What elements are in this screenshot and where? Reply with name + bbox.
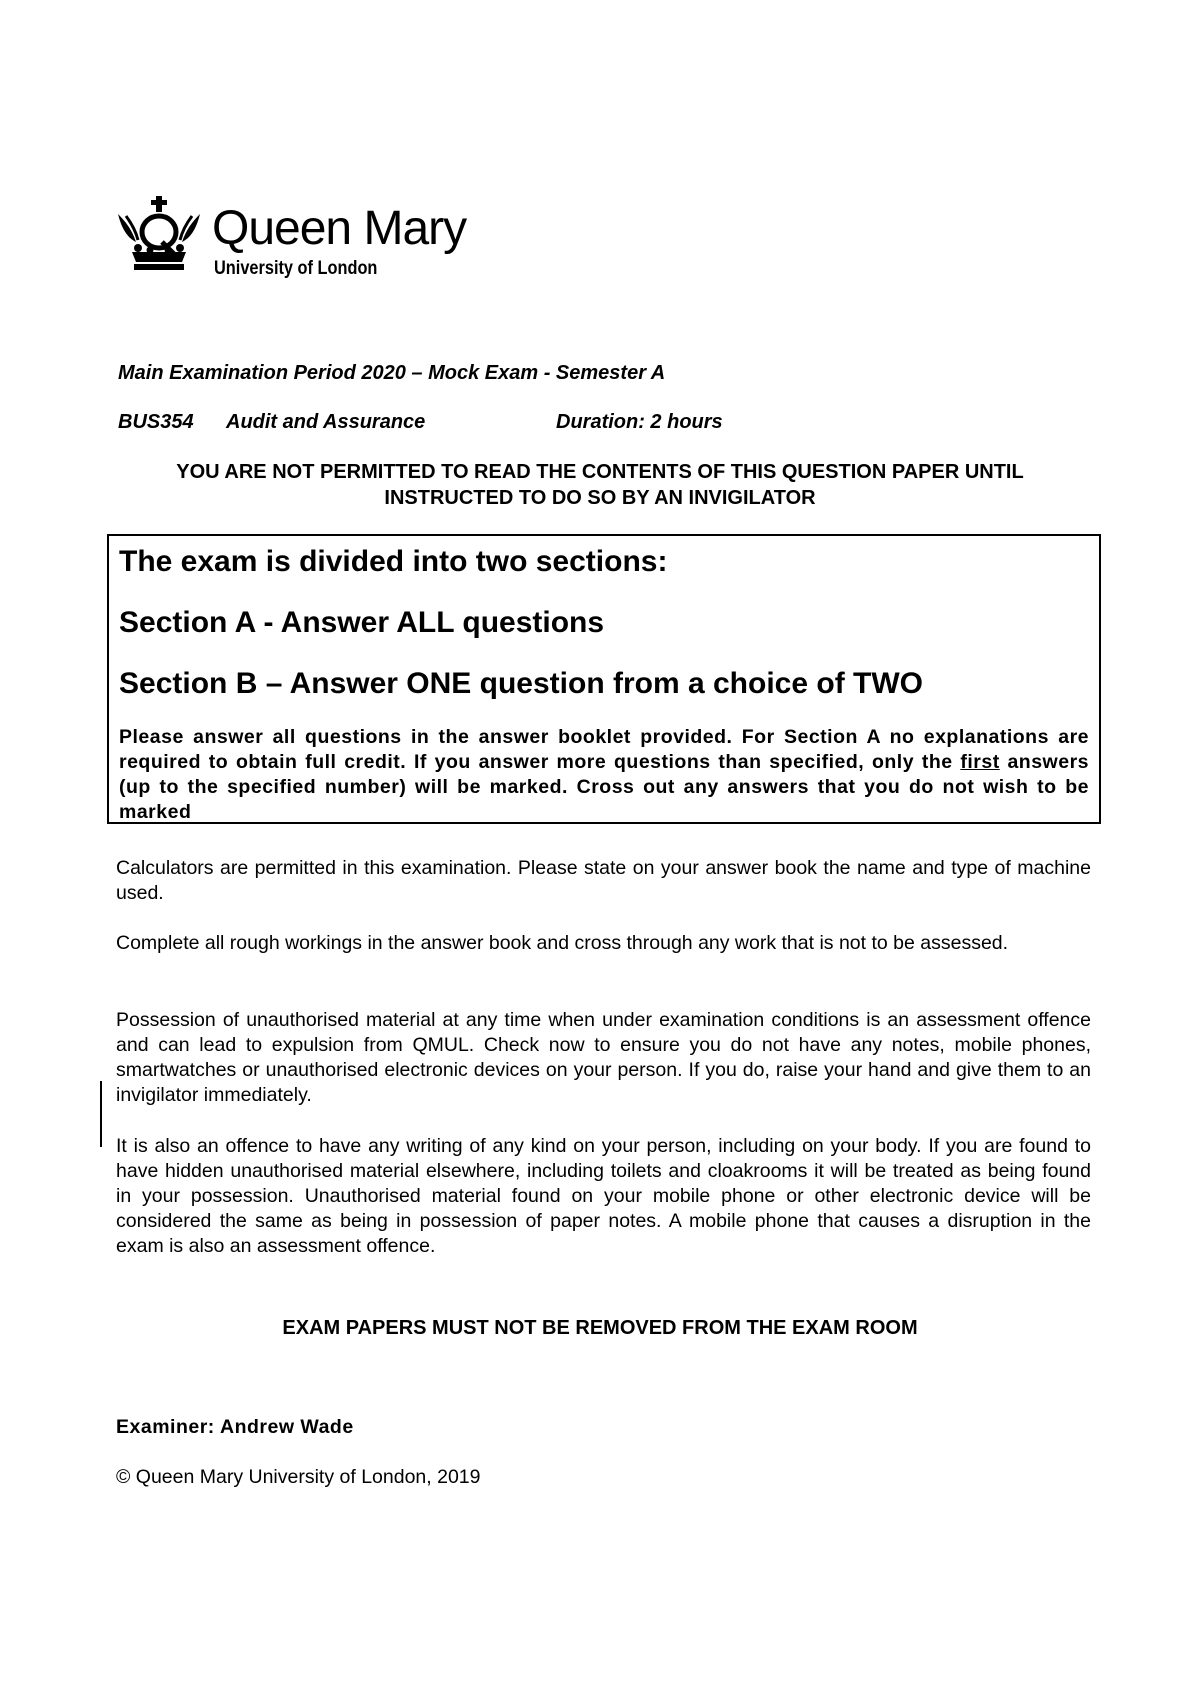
exam-duration: Duration: 2 hours [556,411,723,433]
course-title: Audit and Assurance [226,411,426,433]
answer-instructions [119,725,1089,825]
instructions-text-end: answers (up to the specified number) will be marked. Cross out any answers that you do not wish to be marked [119,751,1089,823]
examiner-name: Examiner: Andrew Wade [116,1416,354,1438]
section-a-heading: Section A - Answer ALL questions [119,606,605,639]
crown-q-crest-icon [116,196,202,274]
course-code: BUS354 [118,411,194,433]
exam-period: Main Examination Period 2020 – Mock Exam - Semester A [118,362,666,384]
removal-notice: EXAM PAPERS MUST NOT BE REMOVED FROM THE EXAM ROOM [282,1317,918,1339]
read-restriction-notice [118,459,1082,511]
sections-box [107,534,1101,824]
section-b-heading: Section B – Answer ONE question from a choice of TWO [119,667,923,700]
possession-paragraph: Possession of unauthorised material at any time when under examination conditions is an assessment offence and can lead to expulsion from QMUL. Check now to ensure you do not have any notes, mobile phones, smartwatches or unauthorised electronic devices on your person. If you do, raise your hand and give them to an invigilator immediately. [116,1009,1091,1106]
notice-line-2: INSTRUCTED TO DO SO BY AN INVIGILATOR [384,487,816,509]
copyright-notice: © Queen Mary University of London, 2019 [116,1466,481,1488]
notice-line-1: YOU ARE NOT PERMITTED TO READ THE CONTENTS OF THIS QUESTION PAPER UNTIL [176,461,1024,483]
revision-margin-bar [100,1081,102,1147]
calculators-paragraph: Calculators are permitted in this examination. Please state on your answer book the name and type of machine used. [116,857,1091,904]
rough-work-paragraph: Complete all rough workings in the answer book and cross through any work that is not to be assessed. [116,932,1009,954]
sections-heading: The exam is divided into two sections: [119,545,668,578]
university-logo [116,196,467,288]
instructions-text-start: Please answer all questions in the answer booklet provided. For Section A no explanations are required to obtain full credit. If you answer more questions than specified, only the [119,726,1089,773]
logo-name: Queen Mary [212,202,467,255]
writing-offence-paragraph: It is also an offence to have any writing of any kind on your person, including on your body. If you are found to have hidden unauthorised material elsewhere, including toilets and cloakrooms it will be treated as being found in your possession. Unauthorised material found on your mobile phone or other electronic device will be considered the same as being in possession of paper notes. A mobile phone that causes a disruption in the exam is also an assessment offence. [116,1135,1091,1257]
logo-subtitle: University of London [214,258,378,279]
instructions-underlined-word: first [960,751,1000,773]
